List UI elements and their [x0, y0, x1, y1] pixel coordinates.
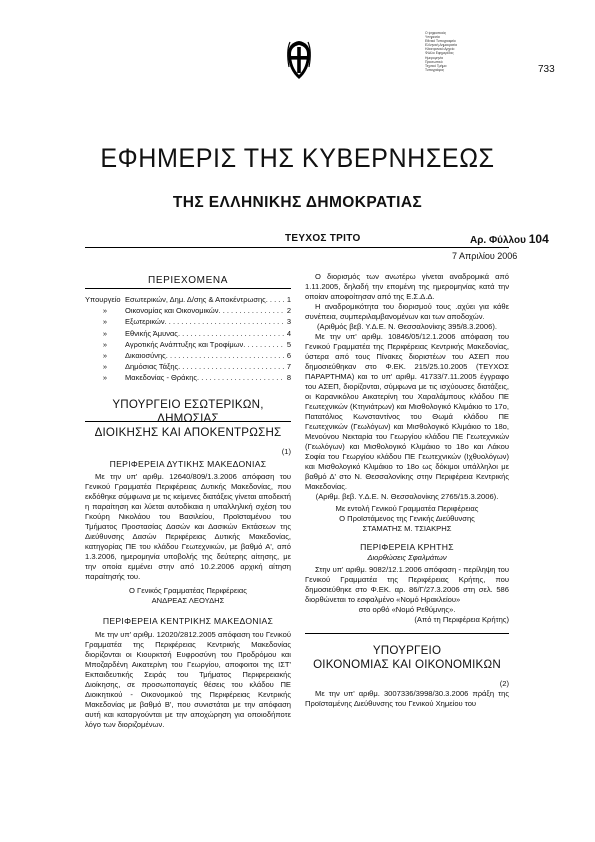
signature-role: Ο Γενικός Γραμματέας Περιφέρειας — [129, 585, 247, 595]
toc-ditto-mark: » — [102, 339, 108, 349]
toc-leader — [266, 294, 285, 305]
coat-of-arms-icon — [284, 39, 314, 81]
item-number: (1) — [281, 446, 291, 456]
toc-item-text: Δημόσιας Τάξης — [125, 362, 179, 372]
header-rule — [85, 247, 509, 248]
right-column — [305, 272, 509, 709]
toc-item-text: Εθνικής Άμυνας — [125, 328, 178, 338]
reference-note: (Αριθμός βεβ. Υ.Δ.Ε. Ν. Θεσσαλονίκης 395/8.3.2006). — [317, 322, 497, 331]
toc-item-text: Εσωτερικών, Δημ. Δ/σης & Αποκέντρωσης — [125, 295, 266, 304]
toc-item-number: 1 — [286, 295, 291, 304]
page-number: 733 — [538, 64, 555, 75]
toc-item[interactable] — [85, 328, 291, 339]
stamp-metadata-block — [425, 31, 473, 72]
coat-of-arms-emblem — [284, 39, 314, 81]
reference-note: (Αριθμ. βεβ. Υ.Δ.Ε. Ν. Θεσσαλονίκης 2765/15.3.2006). — [315, 492, 499, 501]
toc-item-text: Μακεδονίας - Θράκης — [125, 373, 198, 383]
toc-item-text: Οικονομίας και Οικονομικών — [125, 306, 219, 316]
stamp-line: Υπηρεσία — [425, 35, 440, 40]
sheet-number-value: 104 — [528, 232, 549, 246]
decision-paragraph: Με την υπ' αριθμ. 12020/2812.2005 απόφαση του Γενικού Γραμματέα της Περιφέρειας Κεντρικής Μακεδονίας διορίζονται οι Κιουρκτσή Ευφροσύνη του Προδρόμου και Μποζαρδένη Αικατερίνη του Γεωργίου, αποφοιτοι της ΙΣΤ' Εκπαιδευτικής Σειράς του Τμήματος Περιφερειακής Διοίκησης, σε προσωποπαγείς θέσεις του κλάδου ΠΕ Διοικητικού - Οικονομικού της Περιφέρειας Κεντρικής Μακεδονίας με βαθμό Β', που συνιστάται με την απόφαση αυτή και καταργούνται με την αποχώρηση για οποιοδήποτε λόγο των διοριζομένων. — [85, 629, 291, 729]
toc-item-number: 5 — [286, 339, 291, 349]
stamp-line: Ελληνική Δημοκρατία — [425, 43, 457, 48]
stamp-line: Προσωπικό — [425, 59, 443, 64]
decision-paragraph: Η αναδρομικότητα του διορισμού τους .αχύει για κάθε συνέπεια, συμπεριλαμβανομένων και των αποδοχών. — [305, 302, 509, 321]
stamp-line: Τυπογράφος — [425, 67, 445, 72]
toc-bottom-rule — [85, 421, 291, 422]
signature-name: ΣΤΑΜΑΤΗΣ Μ. ΤΣΙΑΚΡΗΣ — [362, 524, 452, 533]
toc-item-number: 2 — [286, 306, 291, 316]
toc-item[interactable] — [85, 372, 291, 383]
left-column — [85, 275, 291, 730]
toc-ditto-mark: » — [102, 351, 108, 361]
region-heading: ΠΕΡΙΦΕΡΕΙΑ ΔΥΤΙΚΗΣ ΜΑΚΕΔΟΝΙΑΣ — [109, 458, 267, 469]
decision-paragraph: Με την υπ' αριθμ. 12640/809/1.3.2006 απόφαση του Γενικού Γραμματέα Περιφέρειας Δυτικής Μακεδονίας, που εκδόθηκε σύμφωνα με τις κείμενες διατάξεις γίνεται αποδεκτή η παραίτηση και λύεται αυτοδίκαια η υπαλληλική σχέση του Γκούρη Νικολάου του Βασιλείου, Προϊσταμένου του Τμήματος Προστασίας Δασών και Δασικών Εκτάσεων της Διεύθυνσης Δασών Περιφέρειας Δυτικής Μακεδονίας, κατηγορίας ΠΕ του κλάδου Γεωτεχνικών, με βαθμό Α', από 1.3.2006, ημερομηνία υποβολής της δεύτερης αίτησης, με την οποία εμμένει στην από 10.2.2006 αρχική αίτηση παραίτησής του. — [85, 471, 291, 581]
stamp-line: Ο ψηφιοποιός — [425, 31, 447, 35]
item-number: (2) — [499, 679, 509, 688]
signature-role: Ο Προϊστάμενος της Γενικής Διεύθυνσης — [339, 514, 475, 523]
toc-leader — [219, 305, 285, 316]
stamp-line: Ημερομηνία — [425, 55, 443, 60]
source-note: (Από τη Περιφέρεια Κρήτης) — [414, 615, 509, 624]
ministry-heading-line2: ΟΙΚΟΝΟΜΙΑΣ ΚΑΙ ΟΙΚΟΝΟΜΙΚΩΝ — [313, 658, 501, 671]
toc-item-number: 6 — [286, 351, 291, 361]
toc-item-number: 4 — [286, 328, 291, 338]
stamp-line: Φύλλο Εφημερίδας — [425, 51, 454, 56]
ministry-heading-line1: ΥΠΟΥΡΓΕΙΟ — [372, 644, 442, 657]
toc-item-number: 7 — [286, 362, 291, 372]
toc-heading: ΠΕΡΙΕΧΟΜΕΝΑ — [148, 275, 228, 286]
toc-ditto-mark: » — [102, 373, 108, 383]
toc-leader — [166, 350, 285, 361]
stamp-line: Εθνικό Τυπογραφείο — [425, 39, 456, 44]
toc-item-text: Αγροτικής Ανάπτυξης και Τροφίμων — [125, 339, 244, 349]
ministry-heading-line1: ΥΠΟΥΡΓΕΙΟ ΕΣΩΤΕΡΙΚΩΝ, ΔΗΜΟΣΙΑΣ — [112, 397, 264, 425]
issue-date: 7 Απριλίου 2006 — [452, 251, 518, 261]
toc-leader — [243, 339, 285, 350]
toc-item[interactable] — [85, 361, 291, 372]
toc-item-number: 3 — [286, 317, 291, 327]
toc-ditto-mark: » — [102, 362, 108, 372]
gazette-title: ΕΦΗΜΕΡΙΣ ΤΗΣ ΚΥΒΕΡΝΗΣΕΩΣ — [100, 143, 495, 173]
section-subheading: Διορθώσεις Σφαλμάτων — [367, 553, 447, 562]
toc-leader — [165, 316, 285, 327]
region-heading: ΠΕΡΙΦΕΡΕΙΑ ΚΡΗΤΗΣ — [360, 542, 454, 552]
correction-paragraph-end: στο ορθό «Νομό Ρεθύμνης». — [358, 605, 456, 614]
decision-paragraph: Με την υπ' αριθμ. 3007336/3998/30.3.2006 πράξη της Προϊσταμένης Διεύθυνσης του Γενικού Χημείου του — [305, 689, 509, 708]
toc-ditto-mark: » — [102, 306, 108, 316]
toc-ditto-mark: » — [102, 328, 108, 338]
toc-heading-rule — [85, 288, 291, 289]
toc-ditto-mark: » — [102, 317, 108, 327]
toc-item[interactable] — [85, 316, 291, 327]
toc-item[interactable] — [85, 305, 291, 316]
toc-item-text: Εξωτερικών — [125, 317, 165, 327]
toc-leader — [178, 361, 285, 372]
decision-paragraph: Ο διορισμός των ανωτέρω γίνεται αναδρομικά από 1.11.2005, δηλαδή την επομένη της ημερομηνίας κατά την οποίαν αποφοίτησαν από της Ε.Σ.Δ.Δ. — [305, 272, 509, 301]
toc-item-text: Δικαιοσύνης — [125, 351, 166, 361]
sheet-number — [470, 232, 549, 246]
stamp-line: Ηλεκτρονικό Αρχείο — [425, 47, 455, 52]
signature-name: ΑΝΔΡΕΑΣ ΛΕΟΥΔΗΣ — [151, 595, 225, 605]
section-divider-rule — [305, 633, 509, 634]
toc-leader — [178, 328, 285, 339]
sheet-prefix: Αρ. Φύλλου — [470, 235, 526, 246]
toc-item[interactable] — [85, 350, 291, 361]
decision-paragraph: Με την υπ' αριθμ. 10846/05/12.1.2006 απόφαση του Γενικού Γραμματέα της Περιφέρειας Κεντρικής Μακεδονίας, ύστερα από τους Πίνακες διοριστέων του ΑΣΕΠ που δημοσιεύθηκαν στο Φ.ΕΚ. 215/25.10.2005 (ΤΕΥΧΟΣ ΠΑΡΑΡΤΗΜΑ) και το υπ' αριθμ. 41733/7.11.2005 έγγραφο του ΑΣΕΠ, διορίζονται, σύμφωνα με τις ισχύουσες διατάξεις, οι Καρανικόλου Αικατερίνη του Χαραλάμπους κλάδου ΠΕ Γεωτεχνικών (Κτηνιάτρων) και Μισθολογικό Κλιμάκιο το 17ο, Πατατόλιος Κωνσταντίνος του Θωμά κλάδου ΠΕ Γεωτεχνικών (Γεωλόγων) και Μισθολογικό Κλιμάκιο το 18ο, Μενούνου Νεκταρία του Γεωργίου κλάδου ΠΕ Γεωτεχνικών (Γεωλόγων) και Μισθολογικό Κλιμάκιο το 18ο και Λάκου Σοφία του Γεωργίου κλάδου ΠΕ Γεωτεχνικών (Ιχθυολόγων) και Μισθολογικό Κλιμάκιο το 18ο ως δόκιμοι υπάλληλοι με βαθμό Δ' στο Ν. Θεσσαλονίκης στην Περιφέρεια Κεντρικής Μακεδονίας. — [305, 332, 509, 491]
signature-order: Με εντολή Γενικού Γραμματέα Περιφέρειας — [335, 504, 479, 513]
toc-item[interactable] — [85, 294, 291, 305]
ministry-heading-line2: ΔΙΟΙΚΗΣΗΣ ΚΑΙ ΑΠΟΚΕΝΤΡΩΣΗΣ — [94, 425, 282, 439]
toc-item[interactable] — [85, 339, 291, 350]
stamp-line: Τεχνικό Τμήμα — [425, 63, 447, 68]
gazette-subtitle: ΤΗΣ ΕΛΛΗΝΙΚΗΣ ΔΗΜΟΚΡΑΤΙΑΣ — [172, 194, 423, 211]
correction-paragraph: Στην υπ' αριθμ. 9082/12.1.2006 απόφαση - περίληψη του Γενικού Γραμματέα της Περιφέρειας Κρήτης, που δημοσιεύθηκε στο Φ.ΕΚ. αρ. 86/Γ/27.3.2006 στη σελ. 586 διορθώνεται το εσφαλμένο «Νομό Ηρακλείου» — [305, 565, 509, 604]
region-heading: ΠΕΡΙΦΕΡΕΙΑ ΚΕΝΤΡΙΚΗΣ ΜΑΚΕΔΟΝΙΑΣ — [102, 615, 274, 626]
toc-item-number: 8 — [286, 373, 291, 383]
toc-leader — [197, 372, 285, 383]
issue-label: ΤΕΥΧΟΣ ΤΡΙΤΟ — [285, 233, 361, 244]
toc-item-label: Υπουργείο — [85, 295, 121, 304]
